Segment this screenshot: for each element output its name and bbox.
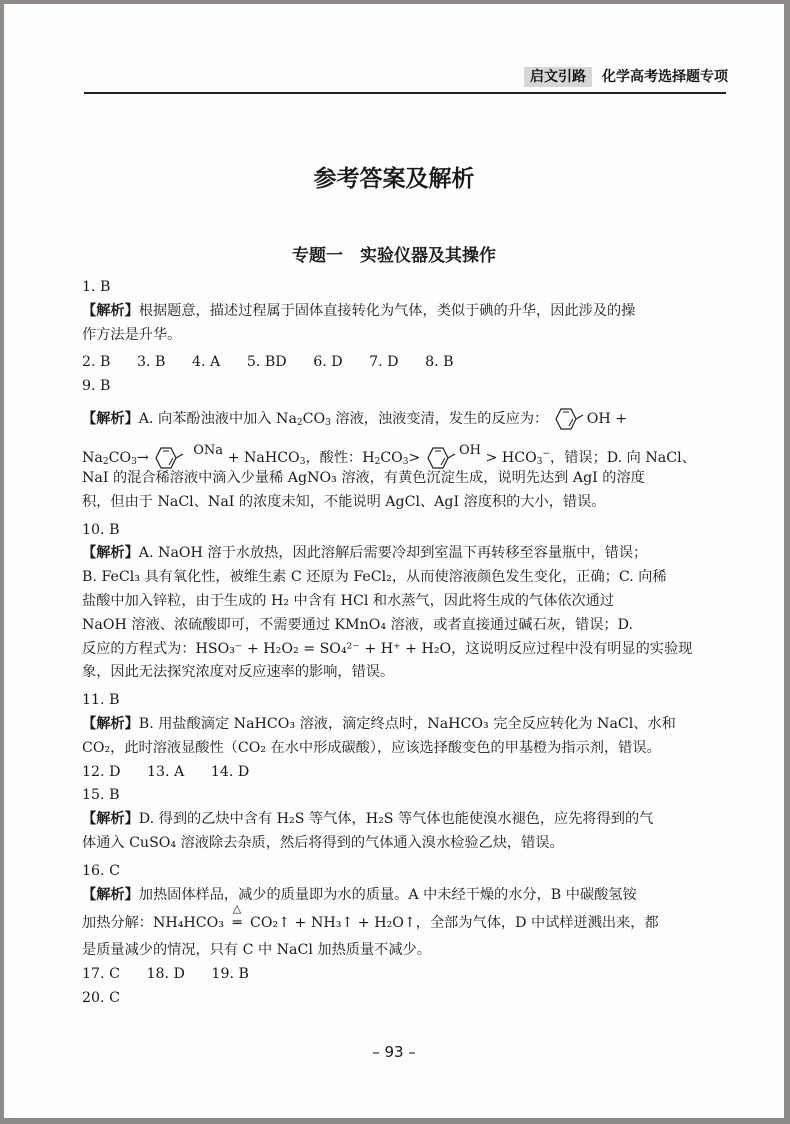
analysis-q9-line1: 【解析】A. 向苯酚浊液中加入 $Na_2CO_3$ 溶液，浊液变清，发生的反应为： OH + (82, 403, 726, 435)
analysis-q9-line3: NaI 的混合稀溶液中滴入少量稀 AgNO₃ 溶液，有黄色沉淀生成，说明先达到 AgI 的溶度 (82, 469, 645, 486)
analysis-text: 加热固体样品，减少的质量即为水的质量。A 中未经干燥的水分，B 中碳酸氢铵 (138, 886, 637, 903)
analysis-q9-line4: 积，但由于 NaCl、NaI 的浓度未知，不能说明 AgCl、AgI 溶度积的大小，错误。 (82, 493, 606, 510)
analysis-q10-line2: B. FeCl₃ 具有氧化性，被维生素 C 还原为 FeCl₂，从而使溶液颜色发生变化，正确；C. 向稀 (82, 569, 667, 586)
answer-q16: 16. C (82, 862, 120, 879)
topic-title: 专题一 实验仪器及其操作 (292, 246, 496, 266)
hydroxyl-label: OH (586, 410, 611, 427)
delta-icon: △ (232, 902, 242, 916)
answer-q18: 18. D (146, 966, 185, 983)
analysis-q16-line1 (82, 884, 726, 908)
analysis-text: 溶液，浊液变清，发生的反应为： (330, 410, 549, 427)
greater-than: > (408, 449, 421, 466)
formula: + NaHCO (227, 449, 300, 466)
analysis-text: B. 用盐酸滴定 NaHCO₃ 溶液，滴定终点时，NaHCO₃ 完全反应转化为 NaCl、水和 (138, 715, 676, 732)
answer-q15: 15. B (82, 787, 120, 804)
analysis-text: A. NaOH 溶于水放热，因此溶解后需要冷却到室温下再转移至容量瓶中，错误； (138, 545, 648, 562)
answer-q4: 4. A (192, 354, 221, 371)
answers-row-2-8 (82, 351, 726, 375)
answer-q8: 8. B (425, 354, 454, 371)
answers-row-17-19 (82, 963, 726, 987)
analysis-label: 【解析】 (82, 545, 139, 562)
answer-q13: 13. A (146, 763, 185, 780)
arrow: → (136, 449, 149, 466)
answer-q11: 11. B (82, 692, 120, 709)
analysis-label: 【解析】 (82, 886, 139, 903)
answer-q3: 3. B (137, 354, 166, 371)
formula: CO (108, 449, 132, 466)
analysis-q16-line2 (82, 902, 726, 939)
page-title: 参考答案及解析 (313, 166, 475, 192)
answer-q20: 20. C (82, 989, 120, 1006)
answer-q10: 10. B (82, 521, 120, 538)
analysis-text: ，酸性：H (305, 449, 375, 466)
answer-q12: 12. D (82, 763, 121, 780)
analysis-q10-line4: NaOH 溶液、浓硫酸即可，不需要通过 KMnO₄ 溶液，或者直接通过碱石灰，错误；D. (82, 616, 633, 633)
page-number: – 93 – (372, 1043, 416, 1061)
answer-q7: 7. D (369, 354, 399, 371)
analysis-text: CO₂↑ + NH₃↑ + H₂O↑，全部为气体，D 中试样迸溅出来，都 (249, 915, 659, 932)
answer-content (82, 276, 726, 1011)
analysis-q11-line2: CO₂，此时溶液显酸性（CO₂ 在水中形成碳酸），应该选择酸变色的甲基橙为指示剂，错误。 (82, 739, 661, 756)
analysis-q11-line1 (82, 713, 726, 737)
answer-q19: 19. B (211, 966, 249, 983)
analysis-label: 【解析】 (82, 811, 139, 828)
series-title: 化学高考选择题专项 (602, 69, 728, 85)
analysis-q1-cont: 作方法是升华。 (82, 326, 182, 343)
analysis-q9-line2: $Na_2CO_3\to ^{ONa}$ + NaHCO$_3$，酸性：$H_2CO_3> ^{OH} > HCO_3^-$，错误；D. 向 NaCl、 (82, 435, 726, 467)
analysis-q10-line5: 反应的方程式为：HSO₃⁻ + H₂O₂ = SO₄²⁻ + H⁺ + H₂O，这说明反应过程中没有明显的实验现 (82, 640, 693, 657)
formula: > HCO (485, 449, 537, 466)
formula: CO (380, 449, 403, 466)
publisher-badge: 启文引路 (524, 67, 592, 87)
answer-q17: 17. C (82, 966, 120, 983)
analysis-label: 【解析】 (82, 410, 139, 427)
answer-q1: 1. B (82, 279, 111, 295)
analysis-text: 根据题意，描述过程属于固体直接转化为气体，类似于碘的升华，因此涉及的操 (138, 302, 636, 319)
analysis-q15-line1 (82, 808, 726, 832)
answer-q2: 2. B (82, 354, 111, 371)
analysis-q1 (82, 300, 726, 324)
plus-sign: + (615, 410, 628, 427)
analysis-text: CO (302, 410, 326, 427)
answer-q14: 14. D (210, 763, 250, 780)
analysis-text: A. 向苯酚浊液中加入 Na (138, 410, 297, 427)
analysis-q10-line1 (82, 542, 726, 566)
document-page (4, 4, 784, 1118)
analysis-q10-line3: 盐酸中加入锌粒，由于生成的 H₂ 中含有 HCl 和水蒸气，因此将生成的气体依次通过 (82, 592, 615, 609)
formula: 加热分解：NH₄HCO₃ (82, 915, 224, 932)
hydroxyl-label: OH (458, 442, 481, 458)
answer-q6: 6. D (313, 354, 343, 371)
answer-q9: 9. B (82, 378, 111, 395)
ona-label: ONa (193, 442, 224, 458)
phenol-structure-icon (553, 405, 587, 433)
analysis-label: 【解析】 (82, 302, 139, 319)
analysis-text: ，错误；D. 向 NaCl、 (550, 449, 696, 466)
formula: Na (82, 449, 103, 466)
answers-row-12-14 (82, 761, 726, 785)
analysis-q15-line2: 体通入 CuSO₄ 溶液除去杂质，然后将得到的气体通入溴水检验乙炔，错误。 (82, 834, 564, 851)
analysis-q16-line3: 是质量减少的情况，只有 C 中 NaCl 加热质量不减少。 (82, 942, 431, 959)
analysis-q10-line6: 象，因此无法探究浓度对反应速率的影响，错误。 (82, 664, 395, 681)
analysis-text: D. 得到的乙炔中含有 H₂S 等气体，H₂S 等气体也能使溴水褪色，应先将得到的气 (138, 811, 654, 828)
heating-equals-sign: △ ═ (224, 907, 250, 939)
answer-q5: 5. BD (246, 354, 287, 371)
analysis-label: 【解析】 (82, 715, 139, 732)
header-rule (84, 92, 726, 94)
